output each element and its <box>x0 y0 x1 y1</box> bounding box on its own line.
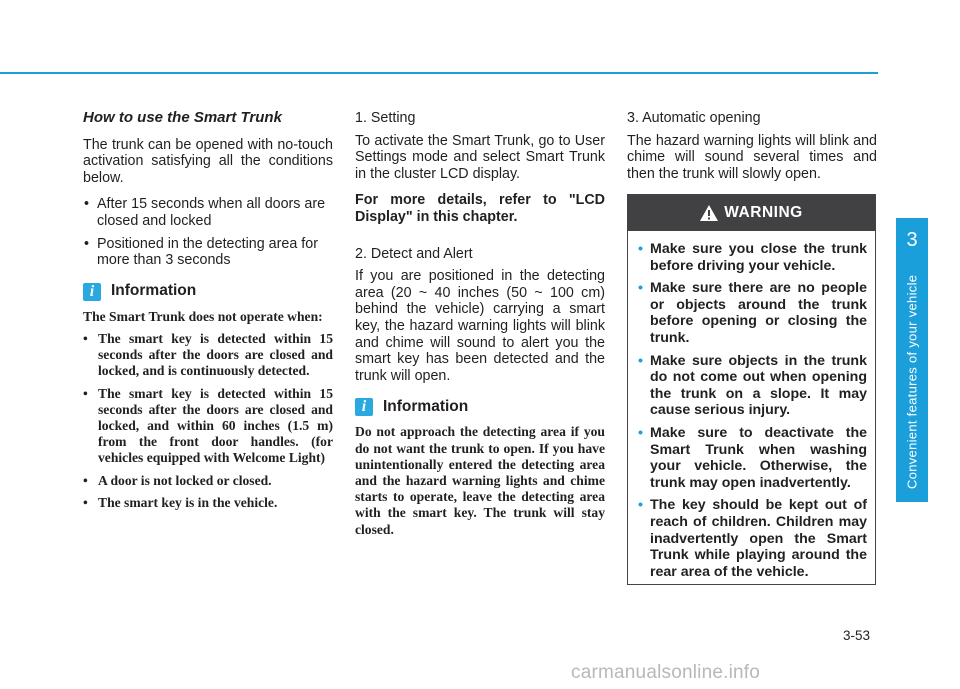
warning-title: WARNING <box>724 204 803 221</box>
detect-text: If you are positioned in the detecting area (20 ~ 40 inches (50 ~ 100 cm) behind the vehicle) carrying a smart key, the hazard warning lights will blink and chime will sound to alert you the smart key has been detected and the trunk will open. <box>355 268 605 384</box>
list-item: • A door is not locked or closed. <box>83 473 333 489</box>
header-rule <box>0 72 878 74</box>
column-2 <box>355 110 605 548</box>
warning-item: • Make sure there are no people or objects around the trunk before opening or closing the trunk. <box>640 280 867 346</box>
info-icon: i <box>355 398 373 416</box>
warning-box <box>627 194 876 585</box>
warning-item: • Make sure to deactivate the Smart Trunk when washing your vehicle. Otherwise, the trunk may open inadvertently. <box>640 425 867 491</box>
information-lead: The Smart Trunk does not operate when: <box>83 308 323 324</box>
column-3 <box>627 110 877 192</box>
watermark: carmanualsonline.info <box>571 662 761 683</box>
detect-title: 2. Detect and Alert <box>355 245 473 262</box>
information-body: Do not approach the detecting area if you do not want the trunk to open. If you have unintentionally entered the detecting area and the hazard warning lights and chime starts to operate, leave the detecting area with the smart key. The trunk will stay closed. <box>355 424 605 537</box>
conditions-list <box>83 196 333 268</box>
list-item: • After 15 seconds when all doors are closed and locked <box>83 196 333 229</box>
information-header <box>83 283 333 301</box>
information-header <box>355 398 605 416</box>
information-title: Information <box>111 282 197 300</box>
info-icon: i <box>83 283 101 301</box>
chapter-number-tab: 3 <box>896 218 928 262</box>
chapter-title: Convenient features of your vehicle <box>904 274 920 490</box>
warning-triangle-icon <box>700 205 718 221</box>
setting-title: 1. Setting <box>355 110 416 126</box>
information-body <box>83 309 333 511</box>
list-item: • Positioned in the detecting area for more than 3 seconds <box>83 236 333 269</box>
column-1 <box>83 110 333 517</box>
warning-item: • The key should be kept out of reach of children. Children may inadvertently open the Smart Trunk while playing around the rear area of the vehicle. <box>640 497 867 580</box>
list-item: • The smart key is detected within 15 seconds after the doors are closed and locked, and within 60 inches (1.5 m) from the front door handles. (for vehicles equipped with Welcome Light) <box>83 386 333 467</box>
warning-list <box>628 231 875 580</box>
section-heading: How to use the Smart Trunk <box>83 109 282 126</box>
information-title: Information <box>383 398 469 416</box>
auto-text: The hazard warning lights will blink and chime will sound several times and then the trunk will slowly open. <box>627 132 877 182</box>
warning-item: • Make sure objects in the trunk do not come out when opening the trunk on a slope. It may cause serious injury. <box>640 353 867 419</box>
list-item: • The smart key is detected within 15 seconds after the doors are closed and locked, and is continuously detected. <box>83 331 333 380</box>
setting-note: For more details, refer to "LCD Display" in this chapter. <box>355 192 605 225</box>
auto-title: 3. Automatic opening <box>627 110 761 126</box>
warning-header <box>628 195 875 231</box>
list-item: • The smart key is in the vehicle. <box>83 495 333 511</box>
information-list <box>83 331 333 511</box>
page-number: 3-53 <box>843 628 871 643</box>
setting-text: To activate the Smart Trunk, go to User Settings mode and select Smart Trunk in the cluster LCD display. <box>355 132 605 182</box>
warning-item: • Make sure you close the trunk before driving your vehicle. <box>640 241 867 274</box>
intro-text: The trunk can be opened with no-touch activation satisfying all the conditions below. <box>83 136 333 186</box>
